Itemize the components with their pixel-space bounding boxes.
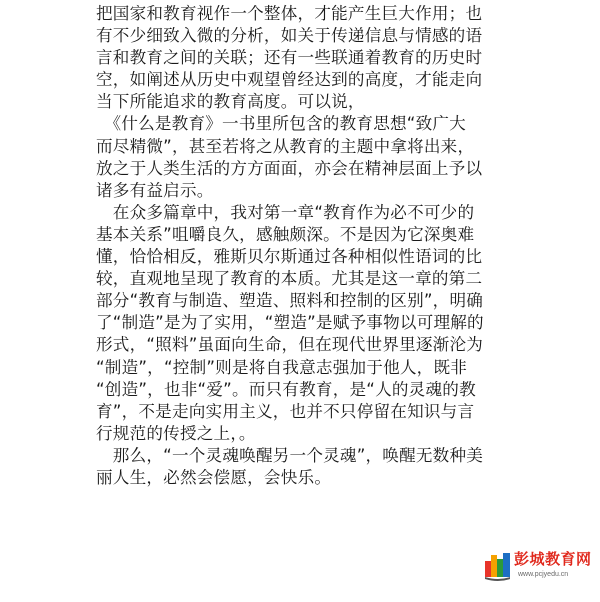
text-line: 诸多有益启示。 [96,180,214,200]
text-line: 较，直观地呈现了教育的本质。尤其是这一章的第二 [96,269,483,289]
text-line: 有不少细致入微的分析，如关于传递信息与情感的语 [96,26,483,46]
text-line: 放之于人类生活的方方面面，亦会在精神层面上予以 [96,158,483,178]
text-line: 部分“教育与制造、塑造、照料和控制的区别”，明确 [96,291,484,311]
text-line: 形式，“照料”虽面向生命，但在现代世界里逐渐沦为 [96,335,484,355]
text-line: 在众多篇章中，我对第一章“教育作为必不可少的 [96,202,475,222]
watermark-url: www.pcjyedu.cn [518,571,569,578]
text-line: 行规范的传授之上，。 [96,423,256,443]
text-line: 那么，“一个灵魂唤醒另一个灵魂”，唤醒无数种美 [96,445,484,465]
watermark-title: 彭城教育网 [514,550,592,568]
text-line: 了“制造”是为了实用，“塑造”是赋予事物以可理解的 [96,313,484,333]
text-line: 育”，不是走向实用主义，也并不只停留在知识与言 [96,401,475,421]
text-line: 当下所能追求的教育高度。可以说， [96,92,365,112]
text-line: 而尽精微”，甚至若将之从教育的主题中拿将出来， [96,136,475,156]
text-line: 丽人生，必然会偿愿，会快乐。 [96,467,332,487]
essay-text [96,3,536,489]
site-watermark [484,549,596,585]
colorful-book-logo-icon [484,551,512,581]
text-line: “制造”，“控制”则是将自我意志强加于他人，既非 [96,357,468,377]
text-line: 把国家和教育视作一个整体，才能产生巨大作用；也 [96,4,483,23]
text-line: 空，如阐述从历史中观望曾经达到的高度，才能走向 [96,70,483,90]
text-line: 《什么是教育》一书里所包含的教育思想“致广大 [96,114,466,134]
text-line: 懂，恰恰相反，雅斯贝尔斯通过各种相似性语词的比 [96,247,483,267]
text-line: 言和教育之间的关联；还有一些联通着教育的历史时 [96,48,483,68]
text-line: 基本关系”咀嚼良久，感触颇深。不是因为它深奥难 [96,224,475,244]
text-line: “创造”，也非“爱”。而只有教育，是“人的灵魂的教 [96,379,476,399]
